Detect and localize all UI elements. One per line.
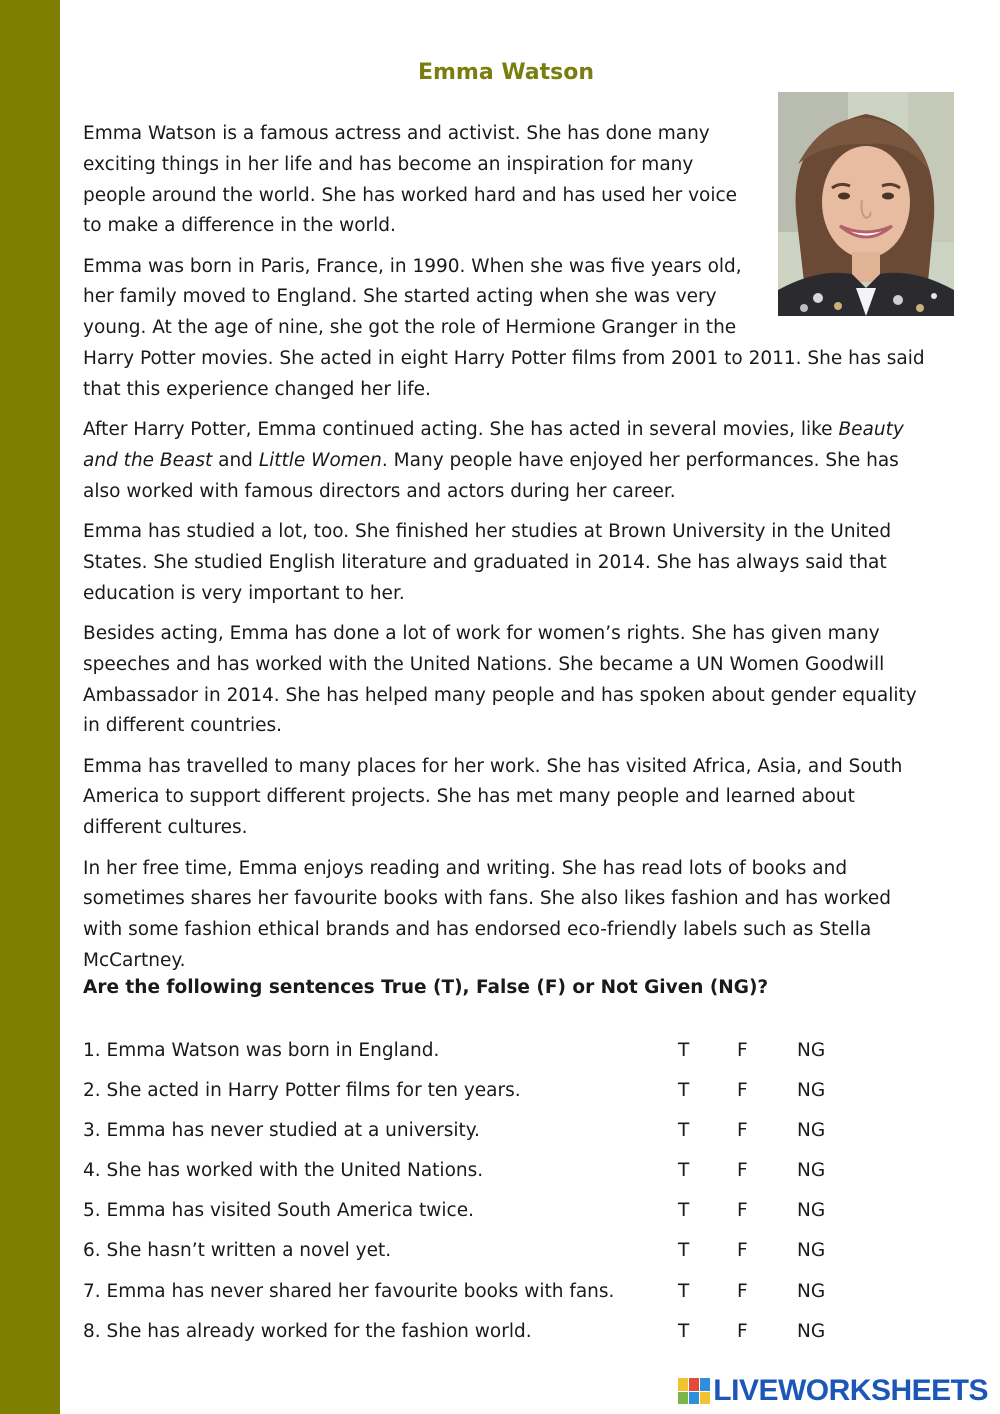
paragraph-3-and: and [212, 449, 259, 471]
option-true[interactable]: T [678, 1080, 690, 1102]
sidebar-stripe [0, 0, 60, 1414]
movie-title-little-women: Little Women [258, 449, 382, 471]
paragraph-2: Emma was born in Paris, France, in 1990. When she was five years old, her family moved to England. She started acting when she was very young. At the age of nine, she got the role of Hermione Granger in the Harry Potter movies. She acted in eight Harry Potter films from 2001 to 2011. She has said that this experience changed her life. [83, 255, 925, 400]
liveworksheets-wordmark: LIVEWORKSHEETS [713, 1374, 988, 1407]
option-false[interactable]: F [737, 1200, 748, 1222]
option-true[interactable]: T [678, 1120, 690, 1142]
option-true[interactable]: T [678, 1240, 690, 1262]
quiz-row [83, 1160, 843, 1200]
option-not-given[interactable]: NG [797, 1320, 826, 1342]
option-false[interactable]: F [737, 1320, 748, 1342]
question-text: 4. She has worked with the United Nations. [83, 1160, 484, 1182]
paragraph-4: Emma has studied a lot, too. She finished her studies at Brown University in the United States. She studied English literature and graduated in 2014. She has always said that education is very important to her. [83, 521, 892, 604]
quiz-row [83, 1080, 843, 1120]
question-heading: Are the following sentences True (T), False (F) or Not Given (NG)? [83, 977, 769, 998]
paragraph-1: Emma Watson is a famous actress and activist. She has done many exciting things in her life and has become an inspiration for many people around the world. She has worked hard and has used her voice to make a difference in the world. [83, 123, 738, 237]
quiz-row [83, 1240, 843, 1280]
option-false[interactable]: F [737, 1240, 748, 1262]
paragraph-3 [83, 415, 933, 507]
option-true[interactable]: T [678, 1280, 690, 1302]
option-not-given[interactable]: NG [797, 1200, 826, 1222]
option-not-given[interactable]: NG [797, 1160, 826, 1182]
option-false[interactable]: F [737, 1160, 748, 1182]
option-true[interactable]: T [678, 1040, 690, 1061]
movie-title-beauty: Beauty and the Beast [83, 419, 904, 471]
paragraph-7: In her free time, Emma enjoys reading and writing. She has read lots of books and sometimes shares her favourite books with fans. She also likes fashion and has worked with some fashion ethical brands and has endorsed eco-friendly labels such as Stella McCartney. [83, 857, 891, 971]
photo-spacer [758, 119, 933, 329]
paragraph-3-text: After Harry Potter, Emma continued acting. She has acted in several movies, like [83, 419, 839, 441]
option-true[interactable]: T [678, 1320, 690, 1342]
option-false[interactable]: F [737, 1080, 748, 1102]
liveworksheets-logo-icon [678, 1378, 710, 1404]
question-text: 1. Emma Watson was born in England. [83, 1040, 440, 1061]
option-true[interactable]: T [678, 1160, 690, 1182]
option-not-given[interactable]: NG [797, 1080, 826, 1102]
question-text: 5. Emma has visited South America twice. [83, 1200, 474, 1222]
liveworksheets-logo[interactable] [678, 1374, 988, 1408]
option-not-given[interactable]: NG [797, 1280, 826, 1302]
option-true[interactable]: T [678, 1200, 690, 1222]
paragraph-3-rest: . Many people have enjoyed her performances. She has also worked with famous directors and actors during her career. [83, 449, 899, 502]
question-text: 8. She has already worked for the fashion world. [83, 1320, 532, 1342]
option-not-given[interactable]: NG [797, 1040, 826, 1061]
option-false[interactable]: F [737, 1280, 748, 1302]
question-text: 3. Emma has never studied at a university. [83, 1120, 480, 1142]
question-text: 7. Emma has never shared her favourite books with fans. [83, 1280, 615, 1302]
option-false[interactable]: F [737, 1120, 748, 1142]
paragraph-6: Emma has travelled to many places for her work. She has visited Africa, Asia, and South America to support different projects. She has met many people and learned about different cultures. [83, 755, 903, 839]
option-not-given[interactable]: NG [797, 1120, 826, 1142]
quiz-row [83, 1120, 843, 1160]
quiz-row [83, 1281, 843, 1321]
question-text: 6. She hasn’t written a novel yet. [83, 1240, 392, 1262]
question-text: 2. She acted in Harry Potter films for ten years. [83, 1080, 521, 1102]
article-body [83, 119, 933, 986]
quiz-row [83, 1321, 843, 1361]
paragraph-5: Besides acting, Emma has done a lot of work for women’s rights. She has given many speeches and has worked with the United Nations. She became a UN Women Goodwill Ambassador in 2014. She has helped many people and has spoken about gender equality in different countries. [83, 622, 917, 737]
option-not-given[interactable]: NG [797, 1240, 826, 1262]
option-false[interactable]: F [737, 1040, 748, 1061]
page-title: Emma Watson [417, 60, 595, 85]
true-false-quiz [83, 1040, 843, 1361]
quiz-row [83, 1040, 843, 1080]
quiz-row [83, 1200, 843, 1240]
